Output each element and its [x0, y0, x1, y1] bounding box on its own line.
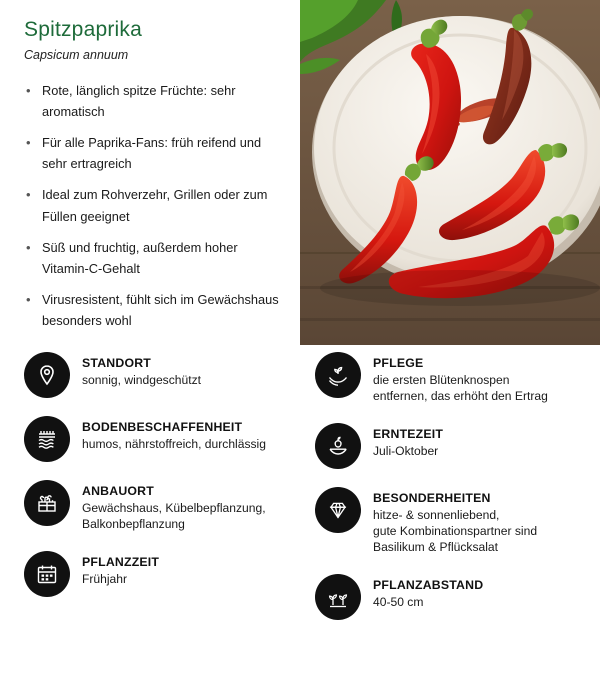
feature-text [82, 352, 201, 388]
page-title: Spitzpaprika [24, 18, 142, 41]
feature-desc [82, 571, 159, 587]
top-section [0, 0, 600, 345]
latin-name: Capsicum annuum [24, 48, 129, 62]
feature-desc-line: die ersten Blütenknospen [373, 373, 510, 387]
feature-text [82, 551, 159, 587]
feature-desc-line: Frühjahr [82, 571, 128, 586]
feature-desc [373, 594, 483, 610]
list-item: • Virusresistent, fühlt sich im Gewächshaus besonders wohl [24, 289, 286, 331]
feature-desc-line: Gewächshaus, Kübelbepflanzung, [82, 501, 266, 515]
feature-title: BESONDERHEITEN [373, 490, 491, 505]
feature-text [373, 487, 537, 556]
soil-layers-icon [24, 416, 70, 462]
feature-desc [373, 443, 443, 459]
feature-pflanzabstand [315, 574, 600, 620]
feature-title: STANDORT [82, 356, 151, 370]
feature-standort [24, 352, 309, 398]
feature-desc [82, 372, 201, 388]
feature-desc [82, 436, 266, 452]
feature-title: BODENBESCHAFFENHEIT [82, 420, 243, 434]
feature-text [373, 423, 443, 459]
harvest-basket-icon [315, 423, 361, 469]
list-item: • Rote, länglich spitze Früchte: sehr aromatisch [24, 80, 286, 122]
hand-sprout-icon [315, 352, 361, 398]
feature-title: PFLANZZEIT [82, 554, 160, 569]
feature-pflege [315, 352, 600, 405]
location-pin-icon [24, 352, 70, 398]
feature-desc [373, 507, 537, 556]
feature-bullet-list [24, 80, 286, 331]
pepper-photo-illustration [300, 0, 600, 345]
feature-desc-line: gute Kombinationspartner sind [373, 523, 538, 538]
feature-icon-section [0, 352, 600, 638]
feature-desc-line: Basilikum & Pflücksalat [373, 540, 499, 555]
feature-desc-line: Juli-Oktober [373, 443, 439, 458]
feature-desc [373, 372, 548, 405]
feature-desc-line: humos, nährstoffreich, durchlässig [82, 437, 266, 451]
diamond-icon [315, 487, 361, 533]
description-panel [0, 0, 300, 345]
feature-desc-line: hitze- & sonnenliebend, [373, 507, 500, 522]
feature-grid [24, 352, 586, 638]
feature-desc-line: 40-50 cm [373, 594, 424, 609]
product-photo [300, 0, 600, 345]
feature-pflanzzeit [24, 551, 309, 597]
feature-title: PFLANZABSTAND [373, 577, 484, 592]
list-item: • Süß und fruchtig, außerdem hoher Vitamin-C-Gehalt [24, 237, 286, 279]
feature-title: PFLEGE [373, 356, 424, 370]
feature-text [82, 480, 266, 533]
feature-bodenbeschaffenheit [24, 416, 309, 462]
feature-desc-line: entfernen, das erhöht den Ertrag [373, 389, 548, 404]
feature-erntezeit [315, 423, 600, 469]
feature-text [82, 416, 266, 452]
feature-column-left [24, 352, 309, 638]
feature-desc-line: sonnig, windgeschützt [82, 373, 201, 387]
greenhouse-icon [24, 480, 70, 526]
feature-besonderheiten [315, 487, 600, 556]
feature-text [373, 574, 483, 610]
feature-desc-line: Balkonbepflanzung [82, 517, 185, 532]
feature-title: ANBAUORT [82, 484, 154, 498]
feature-column-right [315, 352, 600, 638]
list-item: • Für alle Paprika-Fans: früh reifend und sehr ertragreich [24, 132, 286, 174]
feature-title: ERNTEZEIT [373, 426, 444, 441]
feature-anbauort [24, 480, 309, 533]
calendar-icon [24, 551, 70, 597]
feature-desc [82, 500, 266, 533]
list-item: • Ideal zum Rohverzehr, Grillen oder zum Füllen geeignet [24, 184, 286, 226]
feature-text [373, 352, 548, 405]
plant-spacing-icon [315, 574, 361, 620]
